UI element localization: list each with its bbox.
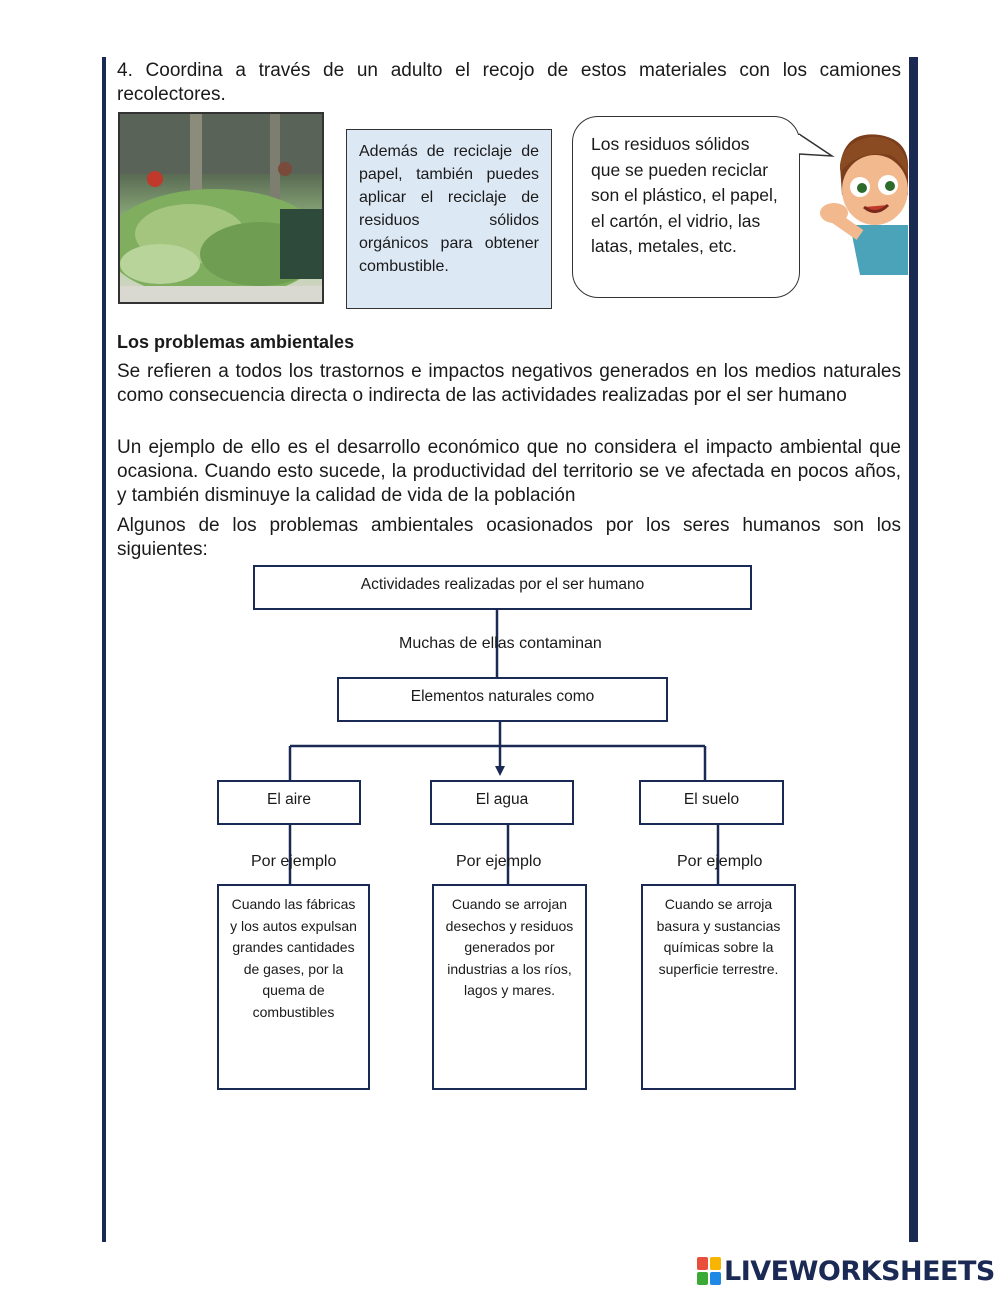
flow-connector-label: Muchas de ellas contaminan <box>399 635 602 652</box>
left-border-rule <box>102 57 106 1242</box>
paragraph-example: Un ejemplo de ello es el desarrollo económico que no considera el impacto ambiental que ocasiona. Cuando esto sucede, la productividad del territorio se ve afectada en pocos años, y también disminuye la calidad de vida de la población <box>117 437 901 506</box>
liveworksheets-logo <box>697 1256 995 1286</box>
example-label-air: Por ejemplo <box>251 853 337 870</box>
liveworksheets-logo-icon <box>697 1257 721 1285</box>
market-photo <box>118 112 324 304</box>
step-4-text: 4. Coordina a través de un adulto el recojo de estos materiales con los camiones recolectores. <box>117 60 901 105</box>
branch-water-label: El agua <box>475 791 529 808</box>
boy-mascot-illustration <box>820 125 912 275</box>
flow-middle-box <box>337 677 668 722</box>
flow-branch-water <box>430 780 574 825</box>
paragraph-definition: Se refieren a todos los trastornos e impactos negativos generados en los medios naturales como consecuencia directa o indirecta de las actividades realizadas por el ser humano <box>117 361 901 406</box>
example-box-air: Cuando las fábricas y los autos expulsan grandes cantidades de gases, por la quema de combustibles <box>217 884 370 1090</box>
flow-branch-air <box>217 780 361 825</box>
branch-soil-label: El suelo <box>683 791 740 808</box>
section-title: Los problemas ambientales <box>117 332 355 352</box>
flow-middle-label: Elementos naturales como <box>410 688 595 705</box>
flow-top-box <box>253 565 752 610</box>
info-box: Además de reciclaje de papel, también puedes aplicar el reciclaje de residuos sólidos orgánicos para obtener combustible. <box>346 129 552 309</box>
flow-top-label: Actividades realizadas por el ser humano <box>360 576 645 593</box>
vegetable-pile-illustration <box>120 114 322 302</box>
flow-branch-soil <box>639 780 784 825</box>
paragraph-intro-list: Algunos de los problemas ambientales ocasionados por los seres humanos son los siguientes: <box>117 515 901 560</box>
branch-air-label: El aire <box>267 791 311 808</box>
example-box-soil: Cuando se arroja basura y sustancias químicas sobre la superficie terrestre. <box>641 884 796 1090</box>
example-label-soil: Por ejemplo <box>677 853 763 870</box>
speech-bubble: Los residuos sólidos que se pueden reciclar son el plástico, el papel, el cartón, el vidrio, las latas, metales, etc. <box>572 116 800 298</box>
liveworksheets-logo-text: LIVEWORKSHEETS <box>724 1255 995 1287</box>
example-box-water: Cuando se arrojan desechos y residuos generados por industrias a los ríos, lagos y mares. <box>432 884 587 1090</box>
example-label-water: Por ejemplo <box>456 853 542 870</box>
